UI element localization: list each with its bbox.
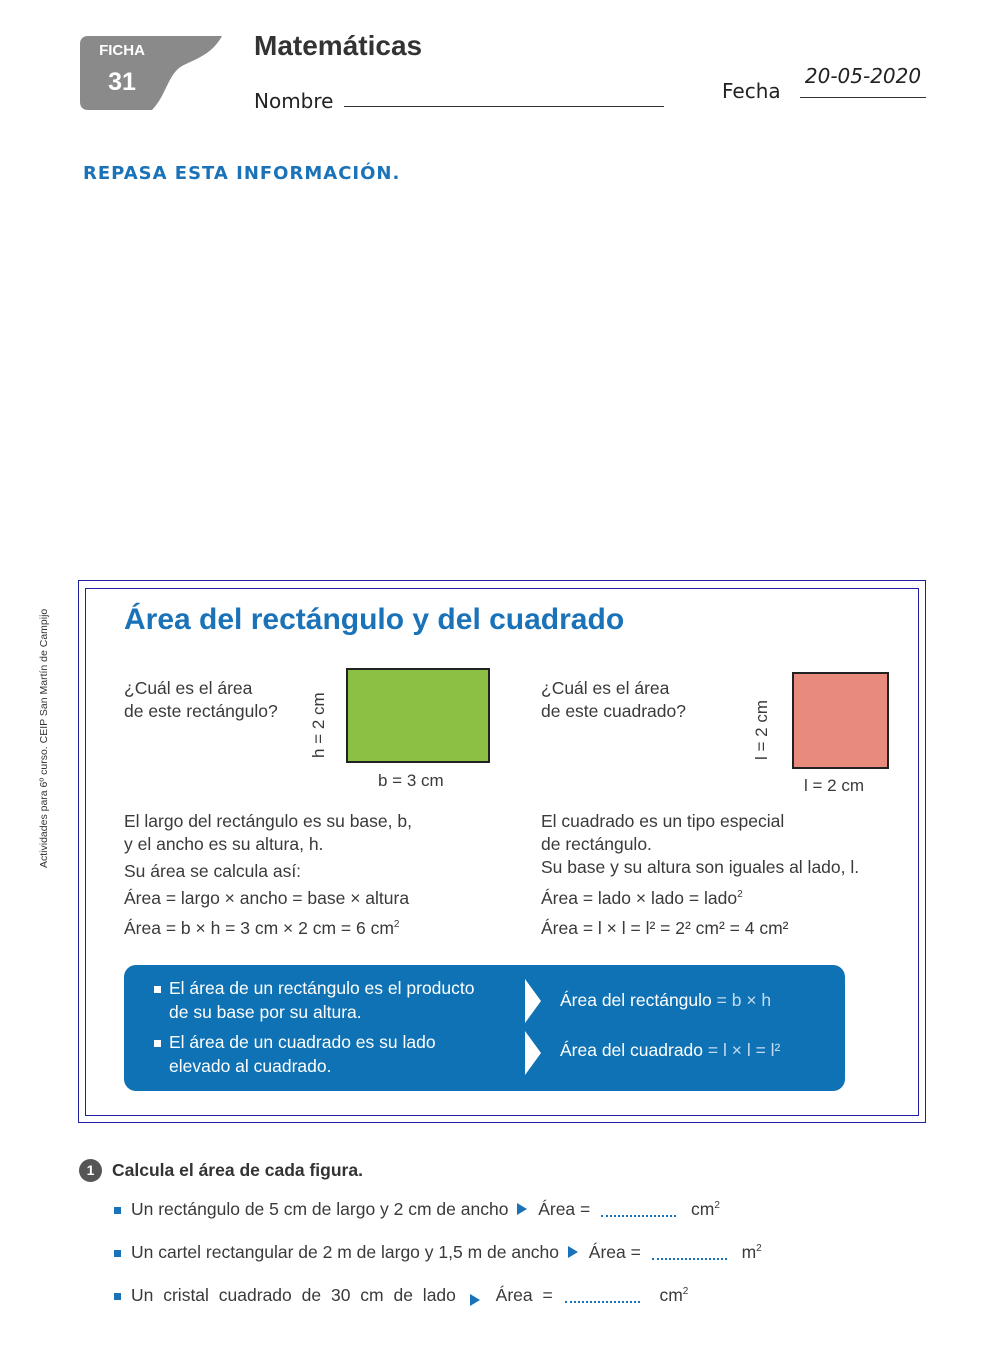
- rect-question-line: ¿Cuál es el área: [124, 678, 253, 698]
- rect-expl-line: y el ancho es su altura, h.: [124, 834, 324, 854]
- square-rule-line: El área de un cuadrado es su lado: [169, 1032, 436, 1052]
- triangle-right-icon: [470, 1294, 480, 1306]
- page-title: Matemáticas: [254, 30, 423, 61]
- area-label: Área =: [538, 1199, 591, 1219]
- info-title: Área del rectángulo y del cuadrado: [124, 603, 625, 636]
- unit-label: cm: [659, 1285, 683, 1305]
- square-side-label-horizontal: l = 2 cm: [804, 776, 864, 795]
- exercise-title: Calcula el área de cada figura.: [112, 1160, 363, 1180]
- rect-formula-expr: = b × h: [716, 990, 772, 1010]
- area-label: Área =: [495, 1285, 553, 1305]
- summary-panel: [124, 965, 845, 1091]
- square-question-line: ¿Cuál es el área: [541, 678, 670, 698]
- square-figure: [792, 672, 889, 769]
- square-formula: [560, 1040, 780, 1061]
- square-formula-expr: = l × l = l²: [707, 1040, 781, 1060]
- superscript: 2: [737, 889, 743, 900]
- rect-question: [124, 677, 278, 723]
- superscript: 2: [682, 1286, 689, 1297]
- exercise-item-text: Un rectángulo de 5 cm de largo y 2 cm de ancho: [131, 1199, 509, 1219]
- fecha-line: [800, 97, 926, 98]
- rect-base-label: b = 3 cm: [378, 771, 444, 790]
- square-formula-label: Área del cuadrado: [560, 1040, 704, 1060]
- answer-field[interactable]: [601, 1215, 676, 1217]
- square-area-formula: Área = lado × lado = lado: [541, 888, 738, 908]
- unit-label: m: [741, 1242, 757, 1262]
- unit-label: cm: [691, 1199, 715, 1219]
- bullet-icon: [154, 1040, 161, 1047]
- fecha-label: Fecha: [722, 79, 781, 103]
- rectangle-figure: [346, 668, 490, 763]
- arrow-right-icon: [525, 1031, 541, 1075]
- exercise-item: [131, 1199, 720, 1220]
- square-rule: [169, 1030, 436, 1078]
- square-side-label-vertical: l = 2 cm: [752, 700, 771, 760]
- bullet-icon: [154, 986, 161, 993]
- rect-question-line: de este rectángulo?: [124, 701, 278, 721]
- square-expl-line: Área = l × l = l² = 2² cm² = 4 cm²: [541, 918, 789, 938]
- square-expl-line: [541, 888, 743, 909]
- ficha-label: FICHA: [99, 42, 145, 59]
- exercise-item-text: Un cartel rectangular de 2 m de largo y 1,5 m de ancho: [131, 1242, 560, 1262]
- bullet-icon: [114, 1207, 121, 1214]
- exercise-item-text: Un cristal cuadrado de 30 cm de lado: [131, 1285, 456, 1305]
- answer-field[interactable]: [565, 1301, 640, 1303]
- exercise-item: [131, 1242, 762, 1263]
- exercise-number: 1: [79, 1159, 102, 1182]
- superscript: 2: [756, 1243, 762, 1254]
- square-expl-line: de rectángulo.: [541, 834, 652, 854]
- rect-rule-line: de su base por su altura.: [169, 1002, 362, 1022]
- exercise-item: [131, 1285, 688, 1306]
- rect-height-label: h = 2 cm: [309, 692, 328, 758]
- arrow-right-icon: [525, 979, 541, 1023]
- superscript: 2: [714, 1200, 720, 1211]
- superscript: 2: [393, 919, 400, 930]
- bullet-icon: [114, 1250, 121, 1257]
- square-expl-line: Su base y su altura son iguales al lado, l.: [541, 857, 860, 877]
- triangle-right-icon: [517, 1203, 527, 1215]
- rect-rule-line: El área de un rectángulo es el producto: [169, 978, 475, 998]
- rect-rule: [169, 976, 474, 1024]
- square-question-line: de este cuadrado?: [541, 701, 686, 721]
- side-credit: Actividades para 6º curso. CEIP San Martín de Campijo: [38, 608, 50, 868]
- rect-area-formula: Área = b × h = 3 cm × 2 cm = 6 cm: [124, 918, 394, 938]
- answer-field[interactable]: [652, 1258, 727, 1260]
- rect-expl-line: Área = largo × ancho = base × altura: [124, 888, 410, 908]
- ficha-number: 31: [108, 68, 136, 96]
- rect-formula-label: Área del rectángulo: [560, 990, 712, 1010]
- bullet-icon: [114, 1293, 121, 1300]
- rect-expl-line: [124, 918, 399, 939]
- rect-expl-line: El largo del rectángulo es su base, b,: [124, 811, 412, 831]
- nombre-field[interactable]: [344, 106, 664, 107]
- square-rule-line: elevado al cuadrado.: [169, 1056, 332, 1076]
- nombre-label: Nombre: [254, 89, 334, 113]
- square-question: [541, 677, 686, 723]
- fecha-value[interactable]: 20-05-2020: [804, 64, 922, 88]
- triangle-right-icon: [568, 1246, 578, 1258]
- rect-expl-line: Su área se calcula así:: [124, 861, 302, 881]
- square-expl-line: El cuadrado es un tipo especial: [541, 811, 785, 831]
- rect-formula: [560, 990, 771, 1011]
- instruction: REPASA ESTA INFORMACIÓN.: [83, 163, 401, 184]
- area-label: Área =: [588, 1242, 641, 1262]
